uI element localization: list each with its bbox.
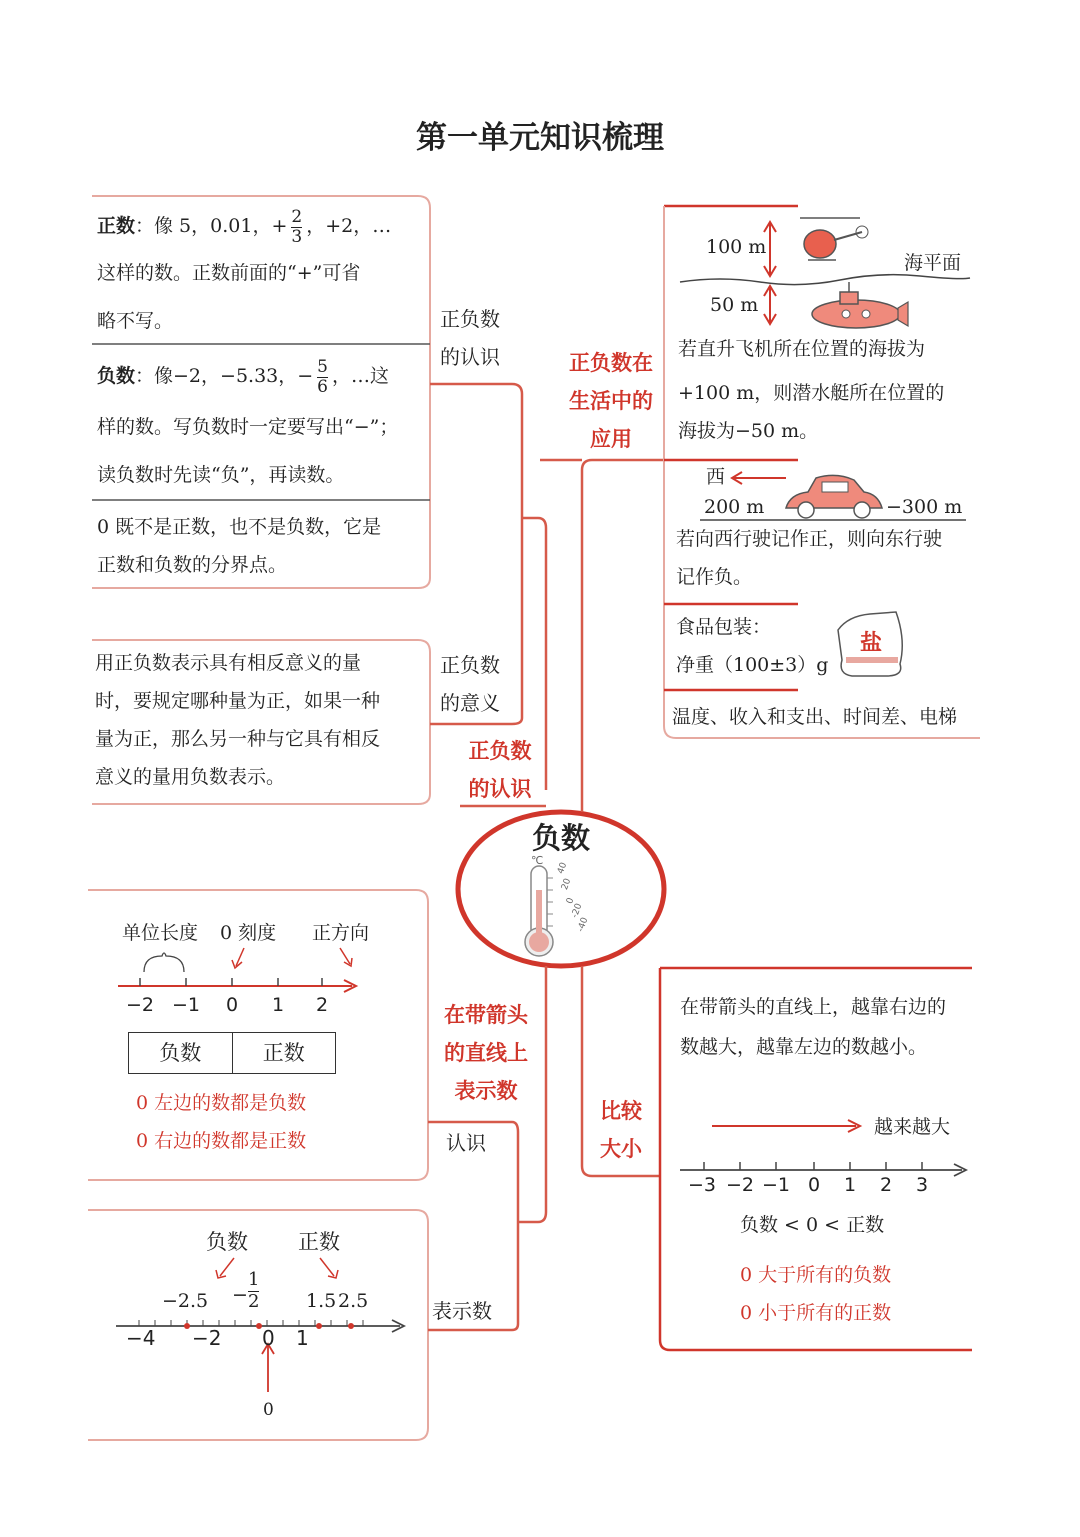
car-icon xyxy=(786,475,882,518)
car-right-distance: −300 m xyxy=(886,496,963,518)
tick-label: 0 xyxy=(262,1326,275,1350)
car-left-distance: 200 m xyxy=(704,496,765,518)
negative-line2: 样的数。写负数时一定要写出“−”； xyxy=(97,416,399,438)
thermometer-tick: -20 xyxy=(570,902,585,920)
tick-label: 2 xyxy=(880,1174,893,1196)
car-line1: 若向西行驶记作正，则向东行驶 xyxy=(676,528,943,550)
negative-term: 负数 xyxy=(97,365,136,388)
page-title: 第一单元知识梳理 xyxy=(416,120,664,156)
positive-term: 正数 xyxy=(97,215,136,238)
branch-numberline-1: 在带箭头 xyxy=(444,1003,528,1027)
represent-positive-label: 正数 xyxy=(298,1230,340,1254)
sea-level-label: 海平面 xyxy=(904,252,962,274)
label-meaning-1: 正负数 xyxy=(440,653,500,677)
origin-label: 0 xyxy=(263,1400,274,1420)
tick-label: 0 xyxy=(226,994,239,1016)
heli-down-value: 50 m xyxy=(710,294,759,316)
negative-line3: 读负数时先读“负”，再读数。 xyxy=(97,464,345,486)
tick-label: 2 xyxy=(316,994,329,1016)
heli-line1: 若直升飞机所在位置的海拔为 xyxy=(678,338,926,360)
label-understanding-1: 正负数 xyxy=(440,307,500,331)
branch-life-3: 应用 xyxy=(590,427,632,451)
branch-life-1: 正负数在 xyxy=(569,351,653,375)
value-1-5: 1.5 xyxy=(306,1290,337,1312)
zero-line2: 正数和负数的分界点。 xyxy=(97,554,288,576)
meaning-line2: 时，要规定哪种量为正，如果一种 xyxy=(95,690,381,712)
recognize-number-line xyxy=(118,948,356,992)
zero-mark-label: 0 刻度 xyxy=(220,922,277,944)
tick-label: −1 xyxy=(172,994,201,1016)
branch-compare-1: 比较 xyxy=(600,1099,642,1123)
branch-recognize-2: 的认识 xyxy=(468,777,532,801)
branch-numberline-2: 的直线上 xyxy=(444,1041,528,1065)
heli-line3: 海拔为−50 m。 xyxy=(678,420,819,442)
west-arrow xyxy=(732,472,786,484)
heli-line2: +100 m，则潜水艇所在位置的 xyxy=(678,382,945,404)
tick-label: 0 xyxy=(808,1174,821,1196)
compare-note2: 0 小于所有的正数 xyxy=(740,1302,892,1324)
fraction-two-thirds: $\frac{2}{3}$ xyxy=(291,207,303,247)
misc-examples: 温度、收入和支出、时间差、电梯 xyxy=(672,706,958,728)
relation: 负数 < 0 < 正数 xyxy=(740,1214,885,1236)
tick-label: −4 xyxy=(126,1326,156,1350)
branch-recognize-1: 正负数 xyxy=(468,739,532,763)
unit-length-label: 单位长度 xyxy=(122,922,199,944)
branch-numberline-3: 表示数 xyxy=(454,1079,518,1103)
fraction-five-sixths: $\frac{5}{6}$ xyxy=(317,357,328,397)
represent-negative-label: 负数 xyxy=(206,1230,248,1254)
value-minus-half-fraction: 1 2 xyxy=(248,1269,260,1312)
label-represent: 表示数 xyxy=(432,1299,492,1323)
zero-line1: 0 既不是正数，也不是负数，它是 xyxy=(97,516,382,538)
thermometer-tick: 20 xyxy=(560,877,574,892)
west-label: 西 xyxy=(706,466,726,488)
center-title: 负数 xyxy=(531,821,590,855)
note-right-positive: 0 右边的数都是正数 xyxy=(136,1130,307,1152)
heli-up-value: 100 m xyxy=(706,236,767,258)
tick-label: −2 xyxy=(192,1326,222,1350)
bigger-label: 越来越大 xyxy=(874,1116,951,1138)
positive-line3: 略不写。 xyxy=(97,310,174,332)
value-minus-2-5: −2.5 xyxy=(162,1290,209,1312)
sign-box xyxy=(128,1032,336,1074)
compare-note1: 0 大于所有的负数 xyxy=(740,1264,892,1286)
negative-box: 负数 xyxy=(129,1033,233,1073)
thermometer-tick: 0 xyxy=(565,896,577,906)
tick-label: 3 xyxy=(916,1174,929,1196)
tick-label: −1 xyxy=(762,1174,791,1196)
tick-label: 1 xyxy=(296,1326,309,1350)
value-2-5: 2.5 xyxy=(338,1290,369,1312)
positive-definition: 正数：像 5，0.01，+ $\frac{2}{3}$ ，+2，… xyxy=(97,207,392,247)
thermometer-unit: ℃ xyxy=(531,854,544,867)
label-meaning-2: 的意义 xyxy=(440,691,500,715)
salt-bag-label: 盐 xyxy=(860,631,883,656)
branch-life-2: 生活中的 xyxy=(569,389,653,413)
represent-number-line xyxy=(116,1258,404,1392)
positive-box: 正数 xyxy=(262,1041,305,1065)
thermometer-tick: 40 xyxy=(556,861,570,876)
positive-line2: 这样的数。正数前面的“+”可省 xyxy=(97,262,361,284)
meaning-line4: 意义的量用负数表示。 xyxy=(95,766,286,788)
tick-label: −2 xyxy=(126,994,155,1016)
branch-compare-2: 大小 xyxy=(600,1137,642,1161)
meaning-line1: 用正负数表示具有相反意义的量 xyxy=(95,652,362,674)
tick-label: 1 xyxy=(844,1174,857,1196)
thermometer-tick: -40 xyxy=(576,916,591,934)
food-line2: 净重（100±3）g xyxy=(676,654,829,676)
submarine-icon xyxy=(812,282,908,328)
compare-line1: 在带箭头的直线上，越靠右边的 xyxy=(680,996,947,1018)
helicopter-icon xyxy=(800,218,868,260)
car-line2: 记作负。 xyxy=(676,566,753,588)
negative-definition: 负数：像−2，−5.33，− $\frac{5}{6}$ ，…这 xyxy=(97,357,390,397)
tick-label: −3 xyxy=(688,1174,717,1196)
tick-label: 1 xyxy=(272,994,285,1016)
direction-label: 正方向 xyxy=(312,922,370,944)
meaning-line3: 量为正，那么另一种与它具有相反 xyxy=(95,728,381,750)
compare-line2: 数越大，越靠左边的数越小。 xyxy=(680,1036,928,1058)
tick-label: −2 xyxy=(726,1174,755,1196)
value-minus-half-sign: − xyxy=(232,1284,248,1306)
note-left-negative: 0 左边的数都是负数 xyxy=(136,1092,307,1114)
label-understanding-2: 的认识 xyxy=(440,345,500,369)
label-recognize: 认识 xyxy=(446,1131,486,1155)
food-line1: 食品包装： xyxy=(676,616,772,638)
